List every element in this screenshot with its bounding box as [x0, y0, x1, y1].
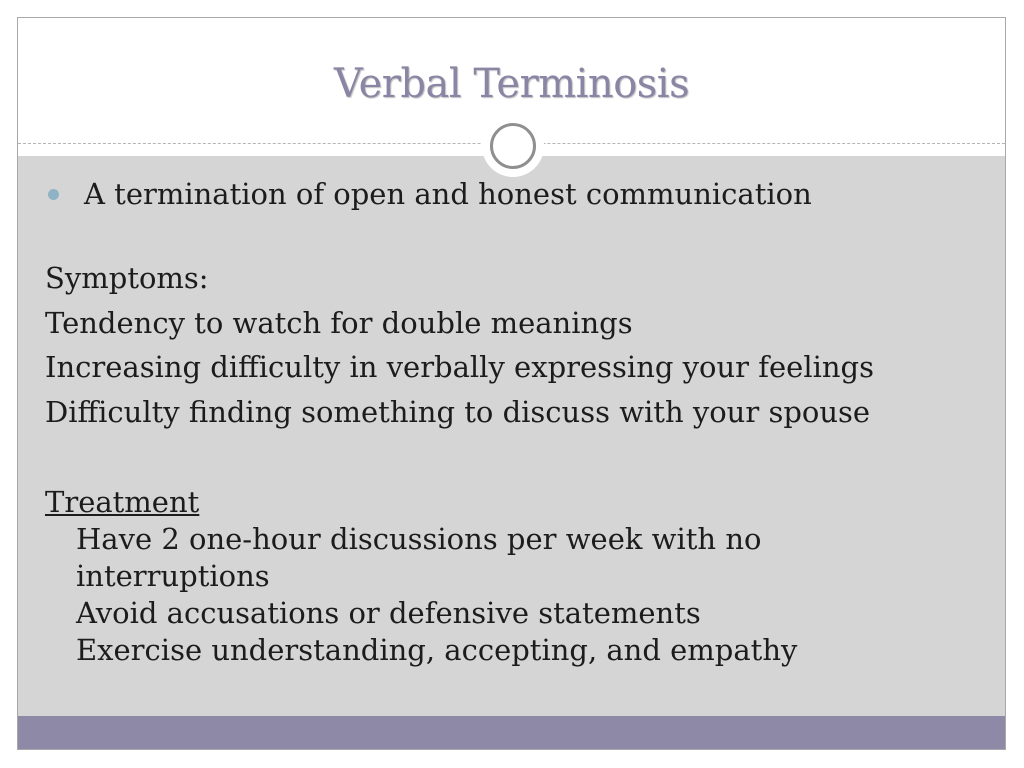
slide-title: Verbal Terminosis	[333, 61, 690, 107]
treatment-item: Exercise understanding, accepting, and empathy	[76, 633, 798, 667]
symptoms-heading: Symptoms:	[45, 261, 209, 295]
treatment-item: interruptions	[76, 559, 270, 593]
symptom-item: Increasing difficulty in verbally expressing your feelings	[45, 350, 874, 384]
symptom-item: Tendency to watch for double meanings	[45, 306, 633, 340]
divider-ring-icon	[490, 123, 536, 169]
treatment-item: Avoid accusations or defensive statements	[76, 596, 701, 630]
treatment-item: Have 2 one-hour discussions per week with no	[76, 522, 762, 556]
footer-band	[18, 716, 1005, 750]
slide-body	[18, 156, 1005, 716]
bullet-dot-icon	[48, 189, 59, 200]
slide	[17, 17, 1006, 750]
symptom-item: Difficulty finding something to discuss with your spouse	[45, 395, 871, 429]
bullet-text: A termination of open and honest communication	[84, 177, 812, 211]
treatment-heading: Treatment	[45, 485, 200, 519]
